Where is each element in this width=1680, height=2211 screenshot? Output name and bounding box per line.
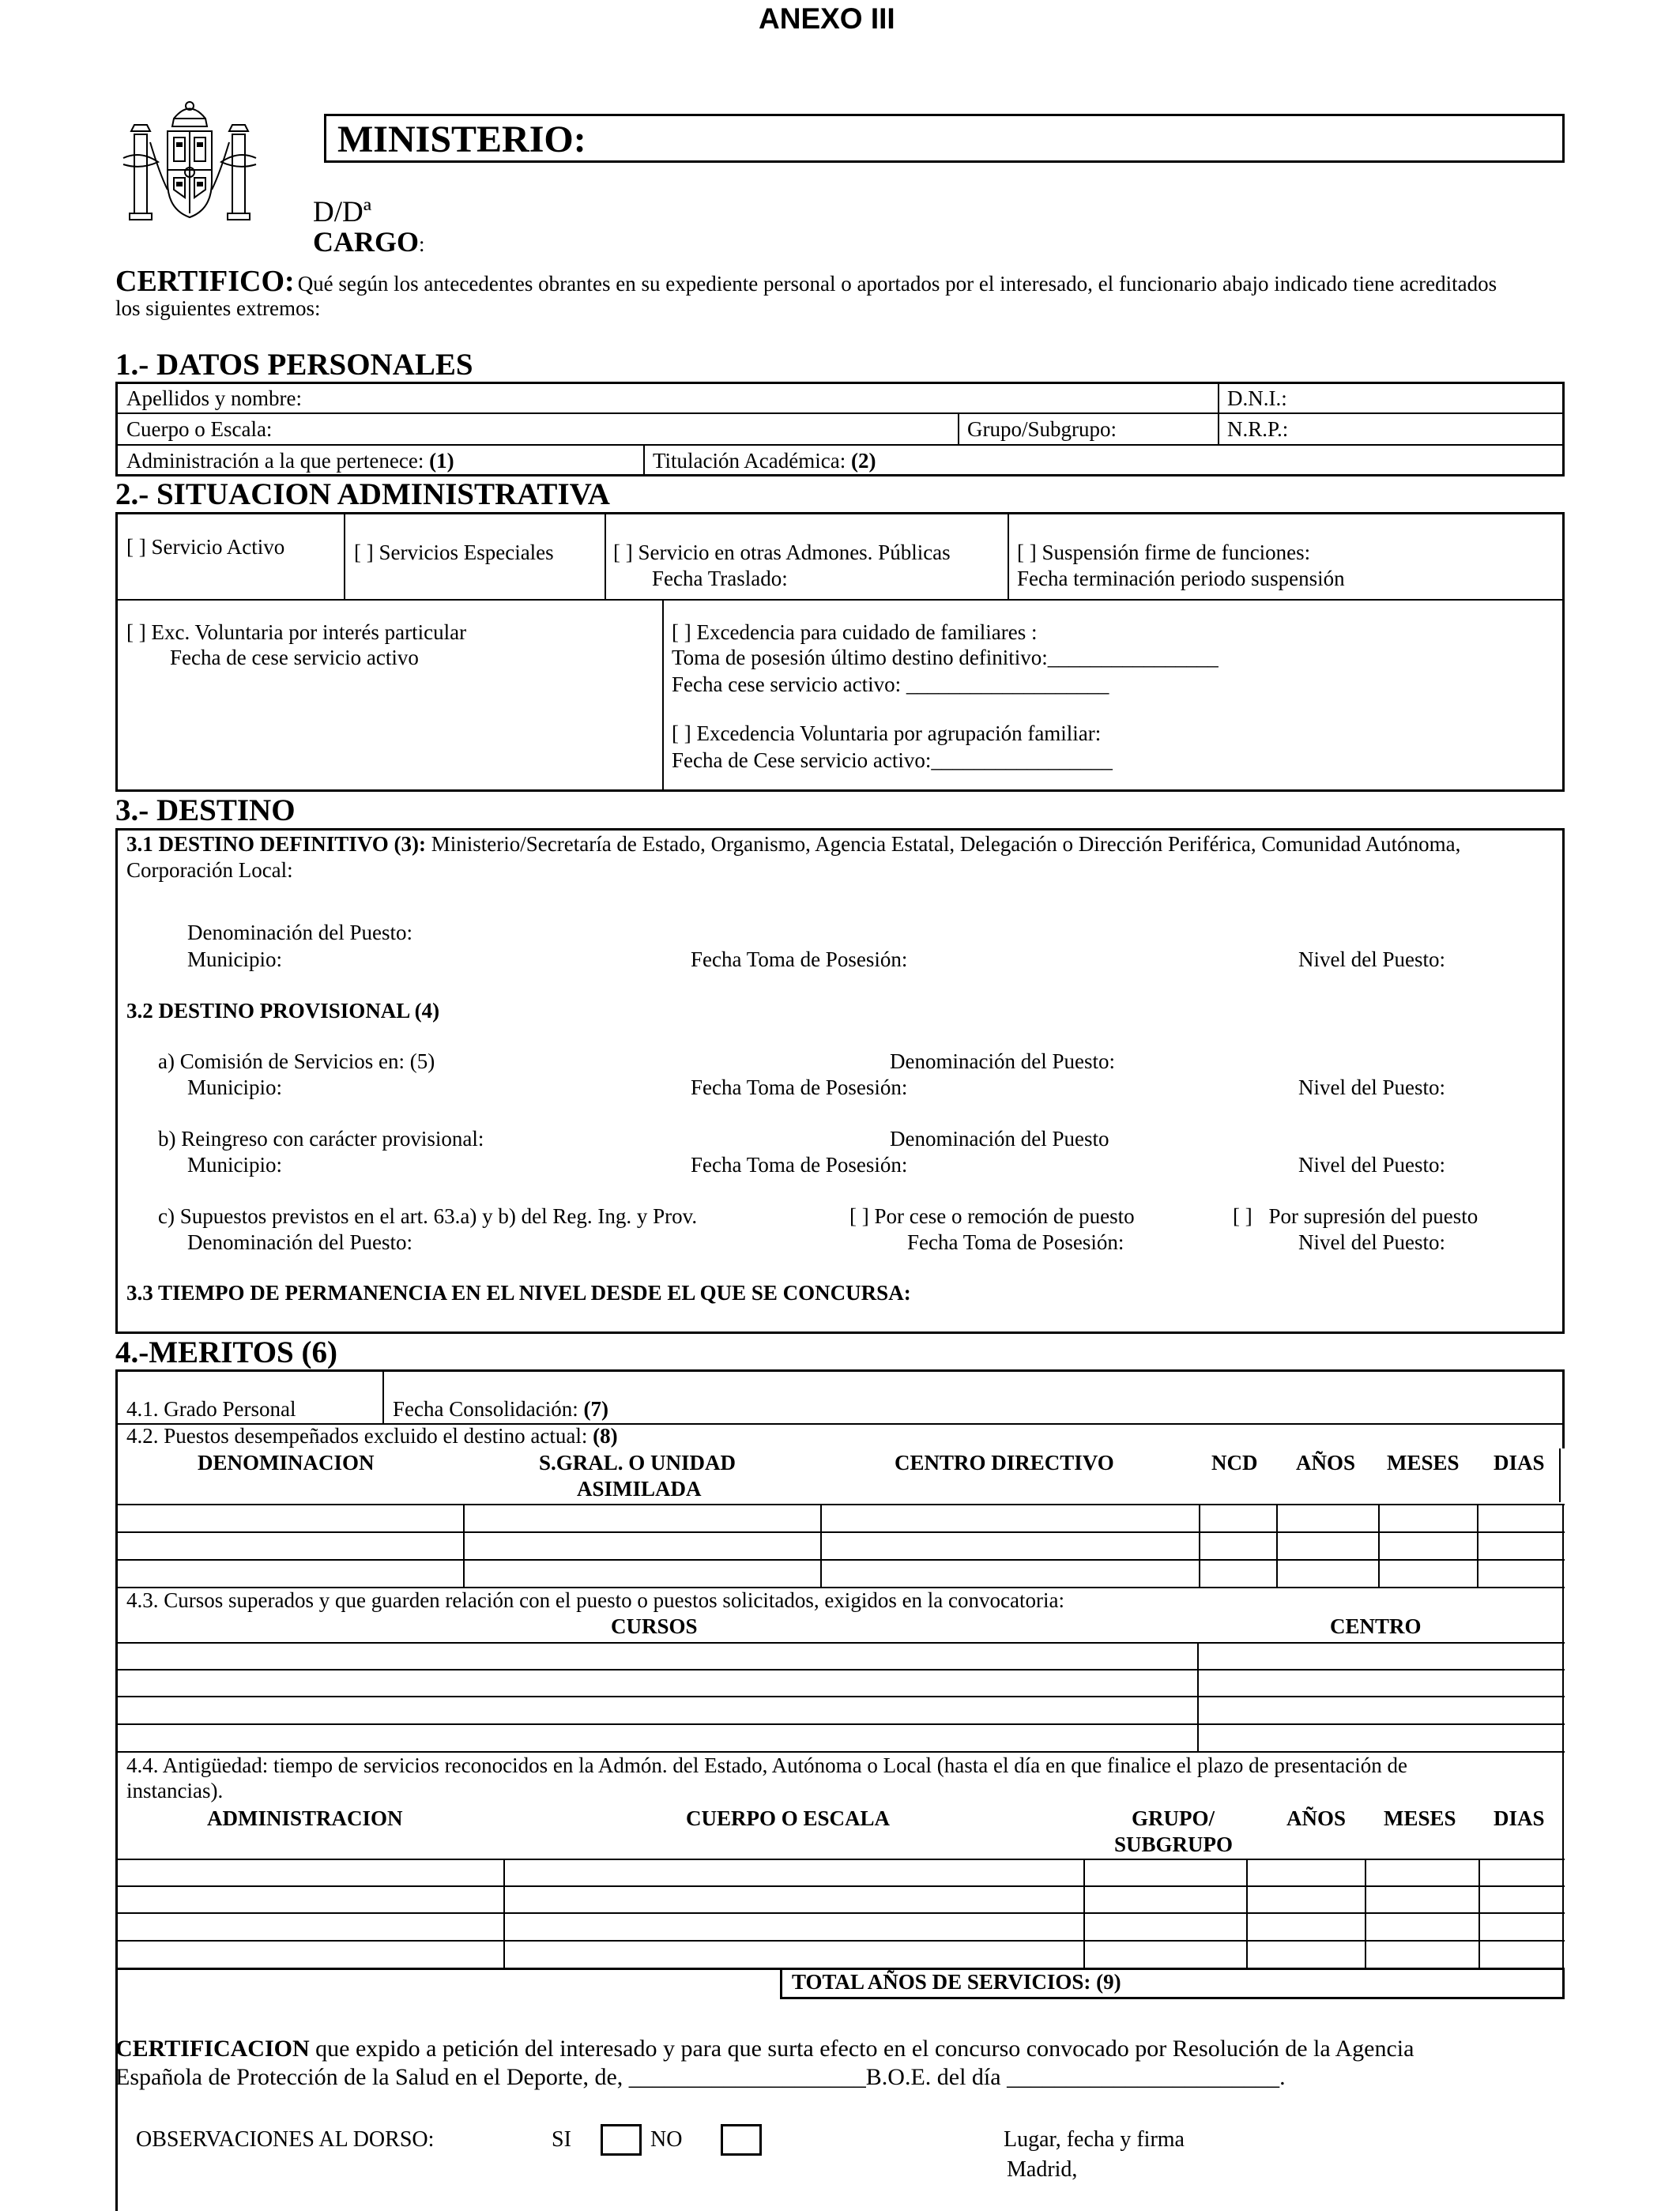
- certifico-label: CERTIFICO:: [115, 265, 295, 298]
- check-exc-voluntaria[interactable]: [126, 620, 466, 645]
- fecha-cese-activo-label: Fecha de cese servicio activo: [170, 646, 419, 669]
- lugar-fecha-firma: Lugar, fecha y firma: [1004, 2127, 1185, 2152]
- cursos-title: 4.3. Cursos superados y que guarden relación con el puesto o puestos solicitados, exigidos en la convocatoria:: [126, 1588, 1064, 1612]
- si-checkbox[interactable]: [601, 2124, 642, 2156]
- d32b-fecha-toma[interactable]: Fecha Toma de Posesión:: [691, 1153, 908, 1177]
- antiguedad-header-dias: DIAS: [1494, 1806, 1545, 1830]
- d32c-check-cese[interactable]: [849, 1203, 1135, 1229]
- d31-denominacion[interactable]: Denominación del Puesto:: [187, 921, 412, 944]
- antiguedad-row-2[interactable]: [117, 1887, 1561, 1911]
- suspension-label: Suspensión firme de funciones:: [1042, 541, 1311, 564]
- si-label: SI: [552, 2127, 571, 2152]
- d32a-label: a) Comisión de Servicios en: (5): [158, 1049, 435, 1073]
- d32a-municipio[interactable]: Municipio:: [187, 1075, 282, 1099]
- puestos-header-sgral: S.GRAL. O UNIDAD: [539, 1451, 736, 1475]
- d32c-label: c) Supuestos previstos en el art. 63.a) y b) del Reg. Ing. y Prov.: [158, 1204, 698, 1228]
- check-suspension[interactable]: [1017, 540, 1310, 565]
- checkbox-bracket: [ ]: [613, 541, 633, 564]
- administracion-label: Administración a la que pertenece:: [126, 449, 424, 473]
- antiguedad-row-1[interactable]: [117, 1860, 1561, 1884]
- d31-municipio[interactable]: Municipio:: [187, 947, 282, 971]
- puestos-row-2[interactable]: [117, 1533, 1561, 1558]
- servicio-activo-label: Servicio Activo: [151, 535, 285, 559]
- dni-field[interactable]: D.N.I.:: [1227, 386, 1287, 410]
- grado-field[interactable]: 4.1. Grado Personal: [126, 1397, 296, 1421]
- section4-title: 4.-MERITOS (6): [115, 1335, 337, 1369]
- otras-admones-label: Servicio en otras Admones. Públicas: [638, 541, 951, 564]
- exc-familiares-label: Excedencia para cuidado de familiares :: [696, 620, 1038, 644]
- certificacion-line: [115, 2036, 1414, 2062]
- fecha-cese-1-field[interactable]: Fecha cese servicio activo: ___________________: [672, 672, 1109, 696]
- dd-label: D/Dª: [313, 196, 371, 228]
- checkbox-bracket: [ ]: [849, 1204, 869, 1228]
- certifico-text-2: los siguientes extremos:: [115, 296, 321, 320]
- check-otras-admones[interactable]: [613, 540, 951, 565]
- d32c-nivel[interactable]: Nivel del Puesto:: [1298, 1230, 1445, 1254]
- cursos-header-cursos: CURSOS: [611, 1614, 698, 1638]
- total-anos-label: TOTAL AÑOS DE SERVICIOS: (9): [792, 1970, 1121, 1994]
- puestos-ref: (8): [593, 1424, 618, 1448]
- puestos-header-asimilada: ASIMILADA: [577, 1477, 702, 1501]
- d32-label: 3.2 DESTINO PROVISIONAL (4): [126, 999, 440, 1023]
- cargo-row: [313, 225, 425, 261]
- puestos-header-meses: MESES: [1387, 1451, 1460, 1475]
- puestos-header-centro: CENTRO DIRECTIVO: [895, 1451, 1114, 1475]
- fecha-traslado-label: Fecha Traslado:: [652, 567, 788, 590]
- certificacion-text-2: Española de Protección de la Salud en el Deporte, de, ____________________B.O.E. del día _______________________.: [115, 2064, 1286, 2090]
- antiguedad-header-subgrupo: SUBGRUPO: [1114, 1832, 1234, 1856]
- fecha-consolidacion-field[interactable]: [393, 1396, 608, 1422]
- d31-fecha-toma[interactable]: Fecha Toma de Posesión:: [691, 947, 908, 971]
- antiguedad-row-4[interactable]: [117, 1942, 1561, 1966]
- check-servicios-especiales[interactable]: [354, 540, 554, 565]
- titulacion-ref: (2): [850, 449, 876, 473]
- apellidos-field[interactable]: Apellidos y nombre:: [126, 386, 302, 410]
- certificacion-label: CERTIFICACION: [115, 2036, 310, 2062]
- checkbox-bracket: [ ]: [1233, 1204, 1252, 1228]
- certifico-line: [115, 265, 1497, 298]
- puestos-header-anos: AÑOS: [1296, 1451, 1356, 1475]
- fecha-consolidacion-label: Fecha Consolidación:: [393, 1397, 578, 1421]
- administracion-ref: (1): [429, 449, 454, 473]
- cursos-row-1[interactable]: [117, 1644, 1561, 1667]
- cursos-header-centro: CENTRO: [1330, 1614, 1422, 1638]
- d32a-fecha-toma[interactable]: Fecha Toma de Posesión:: [691, 1075, 908, 1099]
- antiguedad-row-3[interactable]: [117, 1914, 1561, 1938]
- d31-text: Ministerio/Secretaría de Estado, Organismo, Agencia Estatal, Delegación o Dirección Periférica, Comunidad Autónoma,: [431, 832, 1461, 856]
- cursos-row-4[interactable]: [117, 1725, 1561, 1750]
- check-servicio-activo[interactable]: [126, 534, 284, 559]
- d31-nivel[interactable]: Nivel del Puesto:: [1298, 947, 1445, 971]
- antiguedad-header-administracion: ADMINISTRACION: [207, 1806, 403, 1830]
- checkbox-bracket: [ ]: [672, 721, 691, 745]
- cuerpo-field[interactable]: Cuerpo o Escala:: [126, 417, 273, 441]
- madrid-label: Madrid,: [1007, 2157, 1078, 2182]
- cursos-row-2[interactable]: [117, 1670, 1561, 1694]
- antiguedad-header-meses: MESES: [1384, 1806, 1456, 1830]
- d32b-municipio[interactable]: Municipio:: [187, 1153, 282, 1177]
- d31-text-2: Corporación Local:: [126, 858, 293, 882]
- puestos-header-ncd: NCD: [1211, 1451, 1258, 1475]
- ministerio-label: MINISTERIO:: [337, 119, 586, 160]
- supresion-label: Por supresión del puesto: [1268, 1204, 1478, 1228]
- puestos-row-3[interactable]: [117, 1561, 1561, 1586]
- administracion-field[interactable]: [126, 448, 454, 473]
- section2-title: 2.- SITUACION ADMINISTRATIVA: [115, 477, 610, 511]
- section1-title: 1.- DATOS PERSONALES: [115, 348, 473, 382]
- ministerio-field[interactable]: [324, 114, 1565, 163]
- checkbox-bracket: [ ]: [126, 535, 146, 559]
- antiguedad-header-anos: AÑOS: [1286, 1806, 1347, 1830]
- antiguedad-title-2: instancias).: [126, 1779, 224, 1802]
- cargo-label: CARGO: [313, 226, 419, 258]
- d33-label: 3.3 TIEMPO DE PERMANENCIA EN EL NIVEL DESDE EL QUE SE CONCURSA:: [126, 1281, 911, 1305]
- cargo-colon: :: [419, 232, 425, 256]
- check-exc-familiares[interactable]: [672, 620, 1038, 645]
- cursos-row-3[interactable]: [117, 1697, 1561, 1722]
- checkbox-bracket: [ ]: [672, 620, 691, 644]
- titulacion-label: Titulación Académica:: [653, 449, 846, 473]
- checkbox-bracket: [ ]: [354, 541, 374, 564]
- fecha-suspension-label: Fecha terminación periodo suspensión: [1017, 567, 1345, 590]
- d32b-denominacion[interactable]: Denominación del Puesto: [890, 1127, 1109, 1151]
- d32b-label: b) Reingreso con carácter provisional:: [158, 1127, 484, 1151]
- observaciones-label: OBSERVACIONES AL DORSO:: [136, 2127, 435, 2152]
- puestos-label: 4.2. Puestos desempeñados excluido el destino actual:: [126, 1424, 588, 1448]
- puestos-header-denominacion: DENOMINACION: [198, 1451, 375, 1475]
- antiguedad-header-grupo: GRUPO/: [1132, 1806, 1215, 1830]
- antiguedad-title-1: 4.4. Antigüedad: tiempo de servicios reconocidos en la Admón. del Estado, Autónoma o Local (hasta el día en que finalice el plazo de presentación de: [126, 1753, 1408, 1777]
- fecha-cese-2-field[interactable]: Fecha de Cese servicio activo:_________________: [672, 748, 1113, 772]
- d32b-nivel[interactable]: Nivel del Puesto:: [1298, 1153, 1445, 1177]
- exc-agrupacion-label: Excedencia Voluntaria por agrupación familiar:: [696, 721, 1102, 745]
- nrp-field[interactable]: N.R.P.:: [1227, 417, 1289, 441]
- annex-title: ANEXO III: [759, 2, 895, 35]
- fecha-consolidacion-ref: (7): [583, 1397, 608, 1421]
- puestos-row-1[interactable]: [117, 1505, 1561, 1531]
- checkbox-bracket: [ ]: [1017, 541, 1037, 564]
- total-anos-field[interactable]: [780, 1968, 1565, 1999]
- d32c-fecha-toma[interactable]: Fecha Toma de Posesión:: [907, 1230, 1124, 1254]
- titulacion-field[interactable]: [653, 448, 876, 473]
- d31-line: [126, 831, 1460, 857]
- grupo-field[interactable]: Grupo/Subgrupo:: [967, 417, 1117, 441]
- section3-title: 3.- DESTINO: [115, 793, 296, 827]
- d31-label: 3.1 DESTINO DEFINITIVO (3):: [126, 832, 427, 856]
- d32c-denominacion[interactable]: Denominación del Puesto:: [187, 1230, 412, 1254]
- puestos-header-dias: DIAS: [1494, 1451, 1545, 1475]
- d32a-denominacion[interactable]: Denominación del Puesto:: [890, 1049, 1115, 1073]
- certificacion-text: que expido a petición del interesado y para que surta efecto en el concurso convocado por Resolución de la Agencia: [315, 2036, 1414, 2062]
- certifico-text: Qué según los antecedentes obrantes en su expediente personal o aportados por el interesado, el funcionario abajo indicado tiene acreditados: [297, 272, 1497, 296]
- servicios-especiales-label: Servicios Especiales: [379, 541, 554, 564]
- antiguedad-header-cuerpo: CUERPO O ESCALA: [686, 1806, 891, 1830]
- d32c-check-supresion[interactable]: [1233, 1203, 1478, 1229]
- no-checkbox[interactable]: [721, 2124, 762, 2156]
- cese-label: Por cese o remoción de puesto: [874, 1204, 1135, 1228]
- d32a-nivel[interactable]: Nivel del Puesto:: [1298, 1075, 1445, 1099]
- no-label: NO: [650, 2127, 683, 2152]
- toma-posesion-field[interactable]: Toma de posesión último destino definitivo:________________: [672, 646, 1219, 669]
- checkbox-bracket: [ ]: [126, 620, 146, 644]
- check-exc-agrupacion[interactable]: [672, 721, 1101, 746]
- coat-of-arms-logo: [119, 95, 261, 229]
- exc-voluntaria-label: Exc. Voluntaria por interés particular: [151, 620, 467, 644]
- puestos-title: [126, 1423, 618, 1448]
